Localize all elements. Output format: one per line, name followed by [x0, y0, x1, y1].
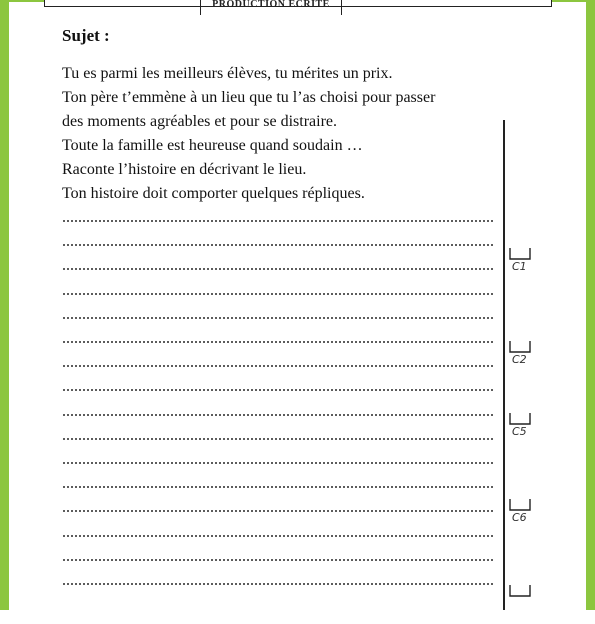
prompt-line: Ton père t’emmène à un lieu que tu l’as choisi pour passer — [62, 89, 436, 106]
writing-line[interactable] — [62, 365, 494, 367]
writing-line[interactable] — [62, 293, 494, 295]
writing-line[interactable] — [62, 486, 494, 488]
score-box — [508, 340, 536, 380]
writing-line[interactable] — [62, 414, 494, 416]
writing-line[interactable] — [62, 317, 494, 319]
writing-line[interactable] — [62, 583, 494, 585]
score-label: C1 — [512, 260, 527, 273]
score-box — [508, 412, 536, 452]
score-label: C6 — [512, 511, 527, 524]
margin-rule — [503, 120, 505, 610]
prompt-line: Ton histoire doit comporter quelques répliques. — [62, 185, 365, 202]
writing-line[interactable] — [62, 510, 494, 512]
prompt-line: des moments agréables et pour se distraire. — [62, 113, 338, 130]
writing-line[interactable] — [62, 220, 494, 222]
writing-line[interactable] — [62, 535, 494, 537]
prompt-line: Raconte l’histoire en décrivant le lieu. — [62, 161, 307, 178]
header-title: PRODUCTION ECRITE — [200, 0, 342, 15]
score-box — [508, 584, 536, 624]
writing-line[interactable] — [62, 389, 494, 391]
prompt-line: Toute la famille est heureuse quand soudain … — [62, 137, 363, 154]
writing-line[interactable] — [62, 462, 494, 464]
prompt-line: Tu es parmi les meilleurs élèves, tu mérites un prix. — [62, 65, 393, 82]
writing-line[interactable] — [62, 559, 494, 561]
score-box — [508, 498, 536, 538]
score-label: C5 — [512, 425, 527, 438]
score-label: C2 — [512, 353, 527, 366]
prompt-text — [62, 62, 522, 206]
writing-line[interactable] — [62, 341, 494, 343]
writing-line[interactable] — [62, 268, 494, 270]
writing-line[interactable] — [62, 438, 494, 440]
sujet-heading: Sujet : — [62, 26, 110, 45]
score-box — [508, 247, 536, 287]
writing-line[interactable] — [62, 244, 494, 246]
